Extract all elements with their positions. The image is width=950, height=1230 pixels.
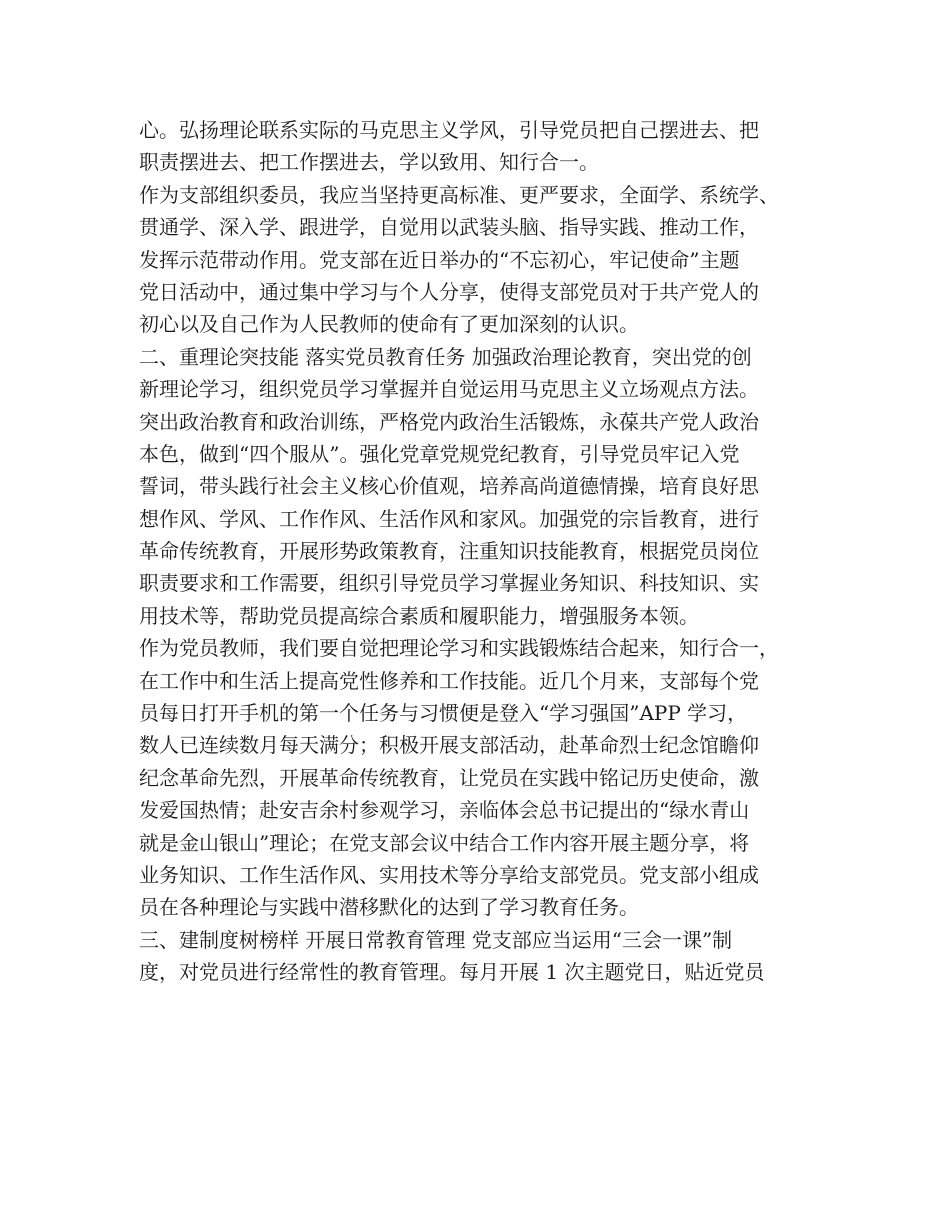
text-line: 纪念革命先烈，开展革命传统教育，让党员在实践中铭记历史使命，激 <box>139 765 759 790</box>
text-line: 本色，做到“四个服从”。强化党章党规党纪教育，引导党员牢记入党 <box>139 441 740 466</box>
text-line: 职责摆进去、把工作摆进去，学以致用、知行合一。 <box>139 150 599 175</box>
text-line: 三、建制度树榜样 开展日常教育管理 党支部应当运用“三会一课”制 <box>139 927 733 952</box>
text-line: 革命传统教育，开展形势政策教育，注重知识技能教育，根据党员岗位 <box>139 539 759 564</box>
text-line: 业务知识、工作生活作风、实用技术等分享给支部党员。党支部小组成 <box>139 862 759 887</box>
text-line: 度，对党员进行经常性的教育管理。每月开展 1 次主题党日，贴近党员 <box>139 960 765 985</box>
text-line: 作为党员教师，我们要自觉把理论学习和实践锻炼结合起来，知行合一， <box>139 636 779 661</box>
text-line: 心。弘扬理论联系实际的马克思主义学风，引导党员把自己摆进去、把 <box>139 118 759 142</box>
text-line: 员每日打开手机的第一个任务与习惯便是登入“学习强国”APP 学习， <box>139 701 748 726</box>
text-line: 初心以及自己作为人民教师的使命有了更加深刻的认识。 <box>139 312 639 337</box>
text-line: 新理论学习，组织党员学习掌握并自觉运用马克思主义立场观点方法。 <box>139 377 759 402</box>
text-line: 贯通学、深入学、跟进学，自觉用以武装头脑、指导实践、推动工作， <box>139 215 759 240</box>
text-line: 员在各种理论与实践中潜移默化的达到了学习教育任务。 <box>139 895 639 920</box>
text-line: 职责要求和工作需要，组织引导党员学习掌握业务知识、科技知识、实 <box>139 571 759 596</box>
text-line: 发挥示范带动作用。党支部在近日举办的“不忘初心，牢记使命”主题 <box>139 247 740 272</box>
text-line: 突出政治教育和政治训练，严格党内政治生活锻炼，永葆共产党人政治 <box>139 409 759 434</box>
text-line: 党日活动中，通过集中学习与个人分享，使得支部党员对于共产党人的 <box>139 279 759 304</box>
text-line: 二、重理论突技能 落实党员教育任务 加强政治理论教育，突出党的创 <box>139 344 752 369</box>
text-line: 用技术等，帮助党员提高综合素质和履职能力，增强服务本领。 <box>139 603 699 628</box>
text-line: 在工作中和生活上提高党性修养和工作技能。近几个月来，支部每个党 <box>139 668 759 693</box>
text-line: 发爱国热情；赴安吉余村参观学习，亲临体会总书记提出的“绿水青山 <box>139 798 750 823</box>
body-text <box>139 114 839 989</box>
text-line: 数人已连续数月每天满分；积极开展支部活动，赴革命烈士纪念馆瞻仰 <box>139 733 759 758</box>
text-line: 誓词，带头践行社会主义核心价值观，培养高尚道德情操，培育良好思 <box>139 474 759 499</box>
text-line: 就是金山银山”理论；在党支部会议中结合工作内容开展主题分享，将 <box>139 830 750 855</box>
text-line: 想作风、学风、工作作风、生活作风和家风。加强党的宗旨教育，进行 <box>139 506 759 531</box>
text-line: 作为支部组织委员，我应当坚持更高标准、更严要求，全面学、系统学、 <box>139 182 779 207</box>
